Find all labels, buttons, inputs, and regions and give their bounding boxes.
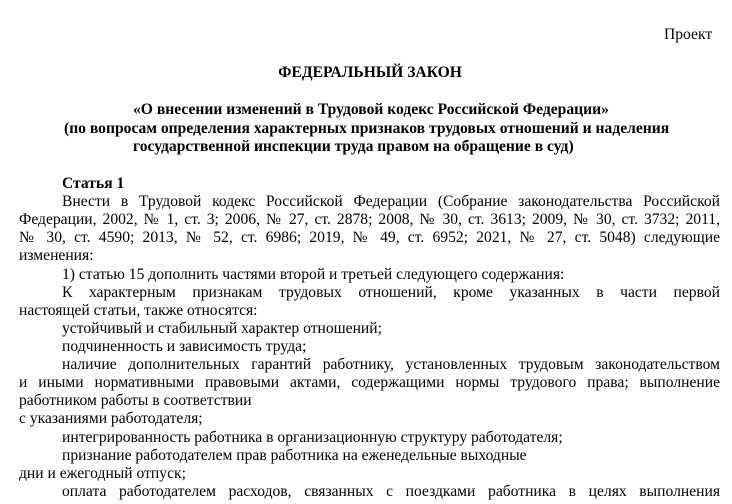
body-line: настоящей статьи, также относятся: — [19, 302, 258, 319]
body-line: дни и ежегодный отпуск; — [19, 465, 186, 482]
project-label: Проект — [664, 26, 713, 43]
law-title-line-1: «О внесении изменений в Трудовой кодекс Российской Федерации» — [133, 101, 609, 118]
body-line: изменения: — [19, 247, 94, 264]
body-line: устойчивый и стабильный характер отношений; — [62, 320, 382, 337]
law-title-line-2: (по вопросам определения характерных признаков трудовых отношений и наделения — [64, 120, 670, 137]
body-line: подчиненность и зависимость труда; — [62, 338, 307, 355]
body-line: с указаниями работодателя; — [19, 410, 203, 427]
article-heading: Статья 1 — [62, 175, 125, 192]
body-line: № 30, ст. 4590; 2013, № 52, ст. 6986; 2019, № 49, ст. 6952; 2021, № 27, ст. 5048) следующие — [19, 229, 720, 246]
body-line: интегрированность работника в организационную структуру работодателя; — [62, 429, 563, 446]
body-line: наличие дополнительных гарантий работнику, установленных трудовым законодательством — [62, 356, 720, 373]
body-line: К характерным признакам трудовых отношений, кроме указанных в части первой — [62, 284, 720, 301]
law-title-line-3: государственной инспекции труда правом на обращение в суд) — [133, 138, 574, 155]
body-line: признание работодателем прав работника на еженедельные выходные — [62, 447, 527, 464]
body-line: и иными нормативными правовыми актами, содержащими нормы трудового права; выполнение — [19, 374, 720, 391]
body-line: работником работы в соответствии — [19, 392, 252, 409]
body-line: оплата работодателем расходов, связанных с поездками работника в целях выполнения — [62, 483, 720, 500]
body-line: Федерации, 2002, № 1, ст. 3; 2006, № 27, ст. 2878; 2008, № 30, ст. 3613; 2009, № 30, ст. 3732; 2011, — [19, 211, 720, 228]
body-line: 1) статью 15 дополнить частями второй и третьей следующего содержания: — [62, 266, 565, 283]
law-type-heading: ФЕДЕРАЛЬНЫЙ ЗАКОН — [278, 64, 462, 81]
body-line: Внести в Трудовой кодекс Российской Федерации (Собрание законодательства Российской — [62, 193, 720, 210]
